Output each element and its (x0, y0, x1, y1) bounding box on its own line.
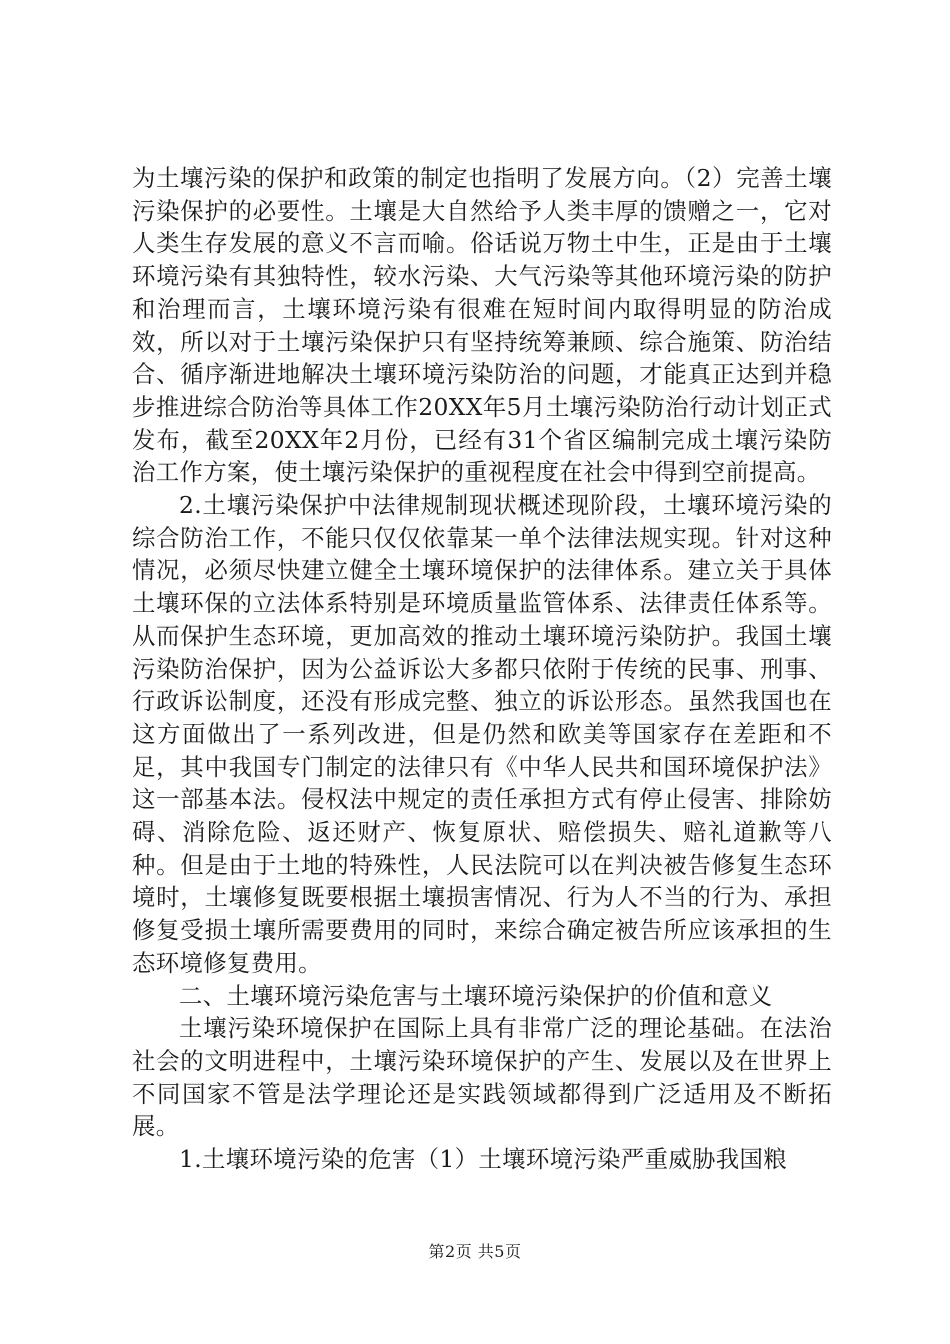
paragraph-1: 为土壤污染的保护和政策的制定也指明了发展方向。（2）完善土壤污染保护的必要性。土壤是大自然给予人类丰厚的馈赠之一，它对人类生存发展的意义不言而喻。俗话说万物土中生，正是由于土壤环境污染有其独特性，较水污染、大气污染等其他环境污染的防护和治理而言，土壤环境污染有很难在短时间内取得明显的防治成效，所以对于土壤污染保护只有坚持统筹兼顾、综合施策、防治结合、循序渐进地解决土壤环境污染防治的问题，才能真正达到并稳步推进综合防治等具体工作20XX年5月土壤污染防治行动计划正式发布，截至20XX年2月份，已经有31个省区编制完成土壤污染防治工作方案，使土壤污染保护的重视程度在社会中得到空前提高。 (132, 164, 832, 487)
document-body (132, 162, 832, 1176)
section-heading: 二、土壤环境污染危害与土壤环境污染保护的价值和意义 (179, 981, 773, 1010)
paragraph-3: 土壤污染环境保护在国际上具有非常广泛的理论基础。在法治社会的文明进程中，土壤污染环境保护的产生、发展以及在世界上不同国家不管是法学理论还是实践领域都得到广泛适用及不断拓展。 (132, 1014, 832, 1141)
page-footer: 第2页 共5页 (428, 1242, 522, 1261)
paragraph-2: 2.土壤污染保护中法律规制现状概述现阶段，土壤环境污染的综合防治工作，不能只仅仅依靠某一单个法律法规实现。针对这种情况，必须尽快建立健全土壤环境保护的法律体系。建立关于具体土壤环保的立法体系特别是环境质量监管体系、法律责任体系等。从而保护生态环境，更加高效的推动土壤环境污染防护。我国土壤污染防治保护，因为公益诉讼大多都只依附于传统的民事、刑事、行政诉讼制度，还没有形成完整、独立的诉讼形态。虽然我国也在这方面做出了一系列改进，但是仍然和欧美等国家存在差距和不足，其中我国专门制定的法律只有《中华人民共和国环境保护法》这一部基本法。侵权法中规定的责任承担方式有停止侵害、排除妨碍、消除危险、返还财产、恢复原状、赔偿损失、赔礼道歉等八种。但是由于土地的特殊性，人民法院可以在判决被告修复生态环境时，土壤修复既要根据土壤损害情况、行为人不当的行为、承担修复受损土壤所需要费用的同时，来综合确定被告所应该承担的生态环境修复费用。 (132, 491, 832, 977)
paragraph-4: 1.土壤环境污染的危害（1）土壤环境污染严重威胁我国粮 (179, 1145, 788, 1174)
